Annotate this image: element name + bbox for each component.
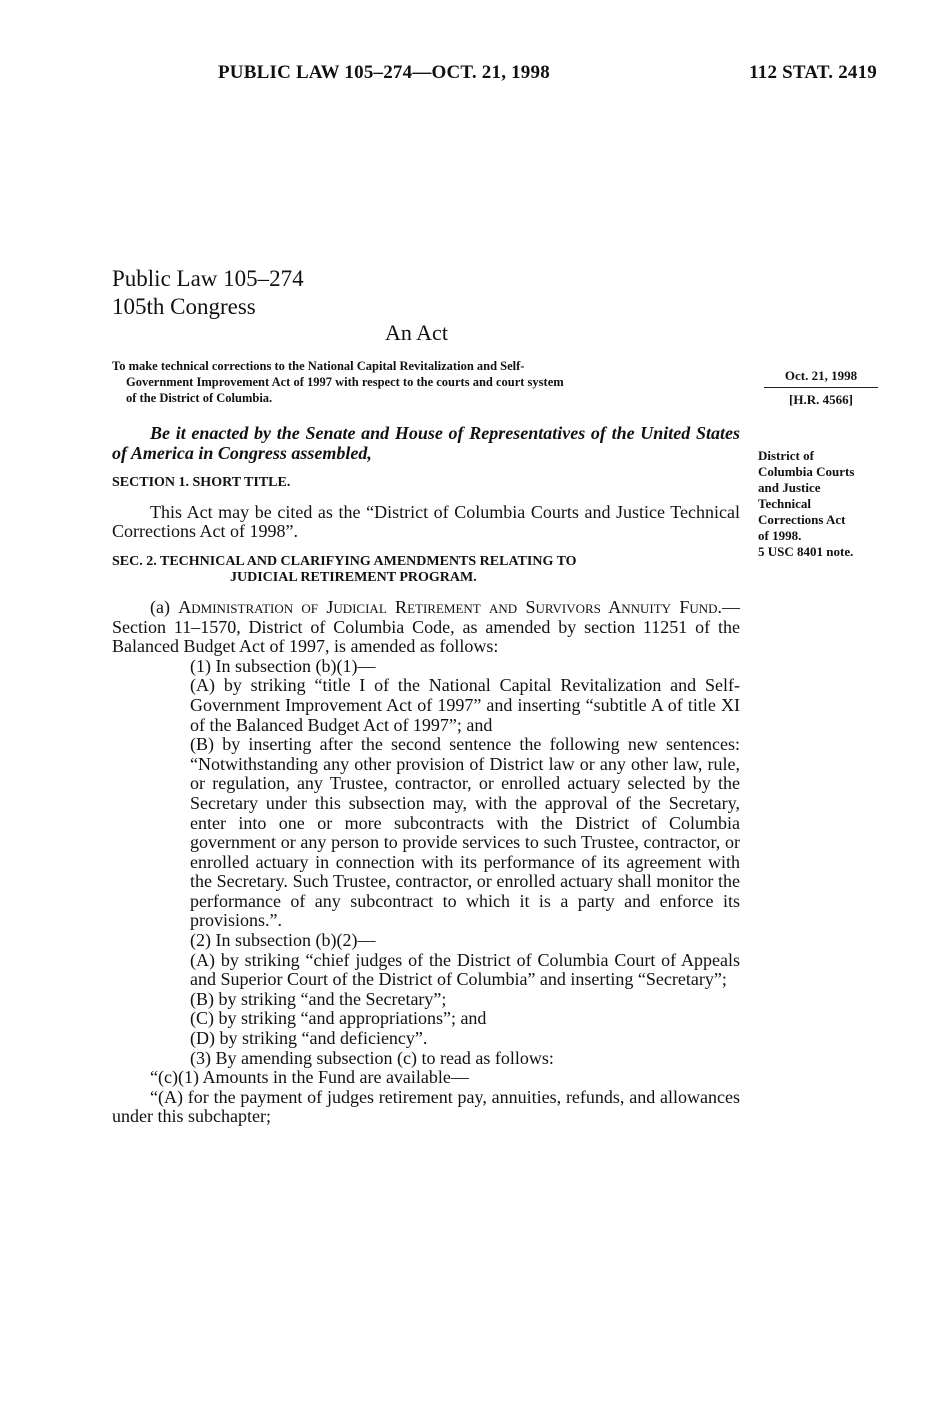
- purpose-clause: [112, 358, 740, 406]
- margin-note: [758, 448, 898, 560]
- bill-number: [H.R. 4566]: [789, 392, 853, 407]
- subsection-a-text: —Section 11–1570, District of Columbia Code, as amended by section 11251 of the Balanced Budget Act of 1997, is amended as follows:: [112, 596, 740, 657]
- margin-note-line: 5 USC 8401 note.: [758, 544, 854, 559]
- paragraph-2: (2) In subsection (b)(2)—: [190, 930, 376, 951]
- paragraph-2-d: (D) by striking “and deficiency”.: [190, 1028, 428, 1049]
- section-2-heading-line-1: SEC. 2. TECHNICAL AND CLARIFYING AMENDMENTS RELATING TO: [112, 553, 577, 569]
- paragraph-1-b: (B) by inserting after the second sentence the following new sentences: “Notwithstanding any other provision of District law or any other law, rule, or regulation, any Trustee, contractor, or enrolled actuary selected by the Secretary under this subsection may, with the approval of the Secretary, enter into one or more subcontracts with the District of Columbia government or any person to provide services to such Trustee, contractor, or enrolled actuary in connection with its performance of its agreement with the Secretary. Such Trustee, contractor, or enrolled actuary shall monitor the performance of any subcontract to which it is a party and enforce its provisions.”.: [190, 734, 740, 931]
- purpose-line-1: To make technical corrections to the National Capital Revitalization and Self-: [112, 359, 525, 373]
- margin-note-line: Corrections Act: [758, 512, 846, 527]
- margin-note-line: District of: [758, 448, 814, 463]
- act-body: [112, 424, 740, 1127]
- margin-note-line: of 1998.: [758, 528, 802, 543]
- purpose-line-3: of the District of Columbia.: [126, 391, 273, 405]
- margin-note-line: Technical: [758, 496, 811, 511]
- section-2-heading: [112, 554, 740, 586]
- section-1-text: This Act may be cited as the “District of Columbia Courts and Justice Technical Corrections Act of 1998”.: [112, 501, 740, 542]
- quoted-subsection-c1-a: “(A) for the payment of judges retirement pay, annuities, refunds, and allowances under this subchapter;: [112, 1086, 740, 1127]
- subsection-a-label: (a): [150, 596, 179, 617]
- paragraph-3: (3) By amending subsection (c) to read as follows:: [190, 1047, 554, 1068]
- margin-date-block: [764, 368, 878, 408]
- running-header-stat: 112 STAT. 2419: [749, 62, 877, 83]
- purpose-line-2: Government Improvement Act of 1997 with respect to the courts and court system: [126, 375, 564, 389]
- paragraph-2-c: (C) by striking “and appropriations”; and: [190, 1008, 487, 1029]
- section-1-heading: SECTION 1. SHORT TITLE.: [112, 475, 291, 491]
- congress: 105th Congress: [112, 294, 256, 319]
- paragraph-1-a: [112, 676, 740, 735]
- running-header-law: PUBLIC LAW 105–274—OCT. 21, 1998: [218, 62, 550, 83]
- law-number: Public Law 105–274: [112, 266, 304, 291]
- quoted-subsection-c1: “(c)(1) Amounts in the Fund are available—: [150, 1067, 469, 1088]
- act-title: An Act: [385, 320, 448, 345]
- subsection-a: [112, 598, 740, 657]
- subsection-a-caption: Administration of Judicial Retirement and Survivors Annuity Fund.: [178, 596, 722, 617]
- margin-note-line: and Justice: [758, 480, 821, 495]
- paragraph-2-b: (B) by striking “and the Secretary”;: [190, 988, 447, 1009]
- enactment-date: Oct. 21, 1998: [764, 368, 878, 388]
- enacting-clause: Be it enacted by the Senate and House of Representatives of the United States of America in Congress assembled,: [112, 423, 740, 463]
- margin-note-line: Columbia Courts: [758, 464, 855, 479]
- section-2-heading-line-2: JUDICIAL RETIREMENT PROGRAM.: [230, 569, 477, 585]
- paragraph-1-a-text: (A) by striking “title I of the National Capital Revitalization and Self-Government Improvement Act of 1997” and inserting “subtitle A of title XI of the Balanced Budget Act of 1997”; and: [190, 675, 740, 735]
- paragraph-1: (1) In subsection (b)(1)—: [190, 655, 376, 676]
- paragraph-2-a: (A) by striking “chief judges of the District of Columbia Court of Appeals and Superior Court of the District of Columbia” and inserting “Secretary”;: [190, 949, 740, 990]
